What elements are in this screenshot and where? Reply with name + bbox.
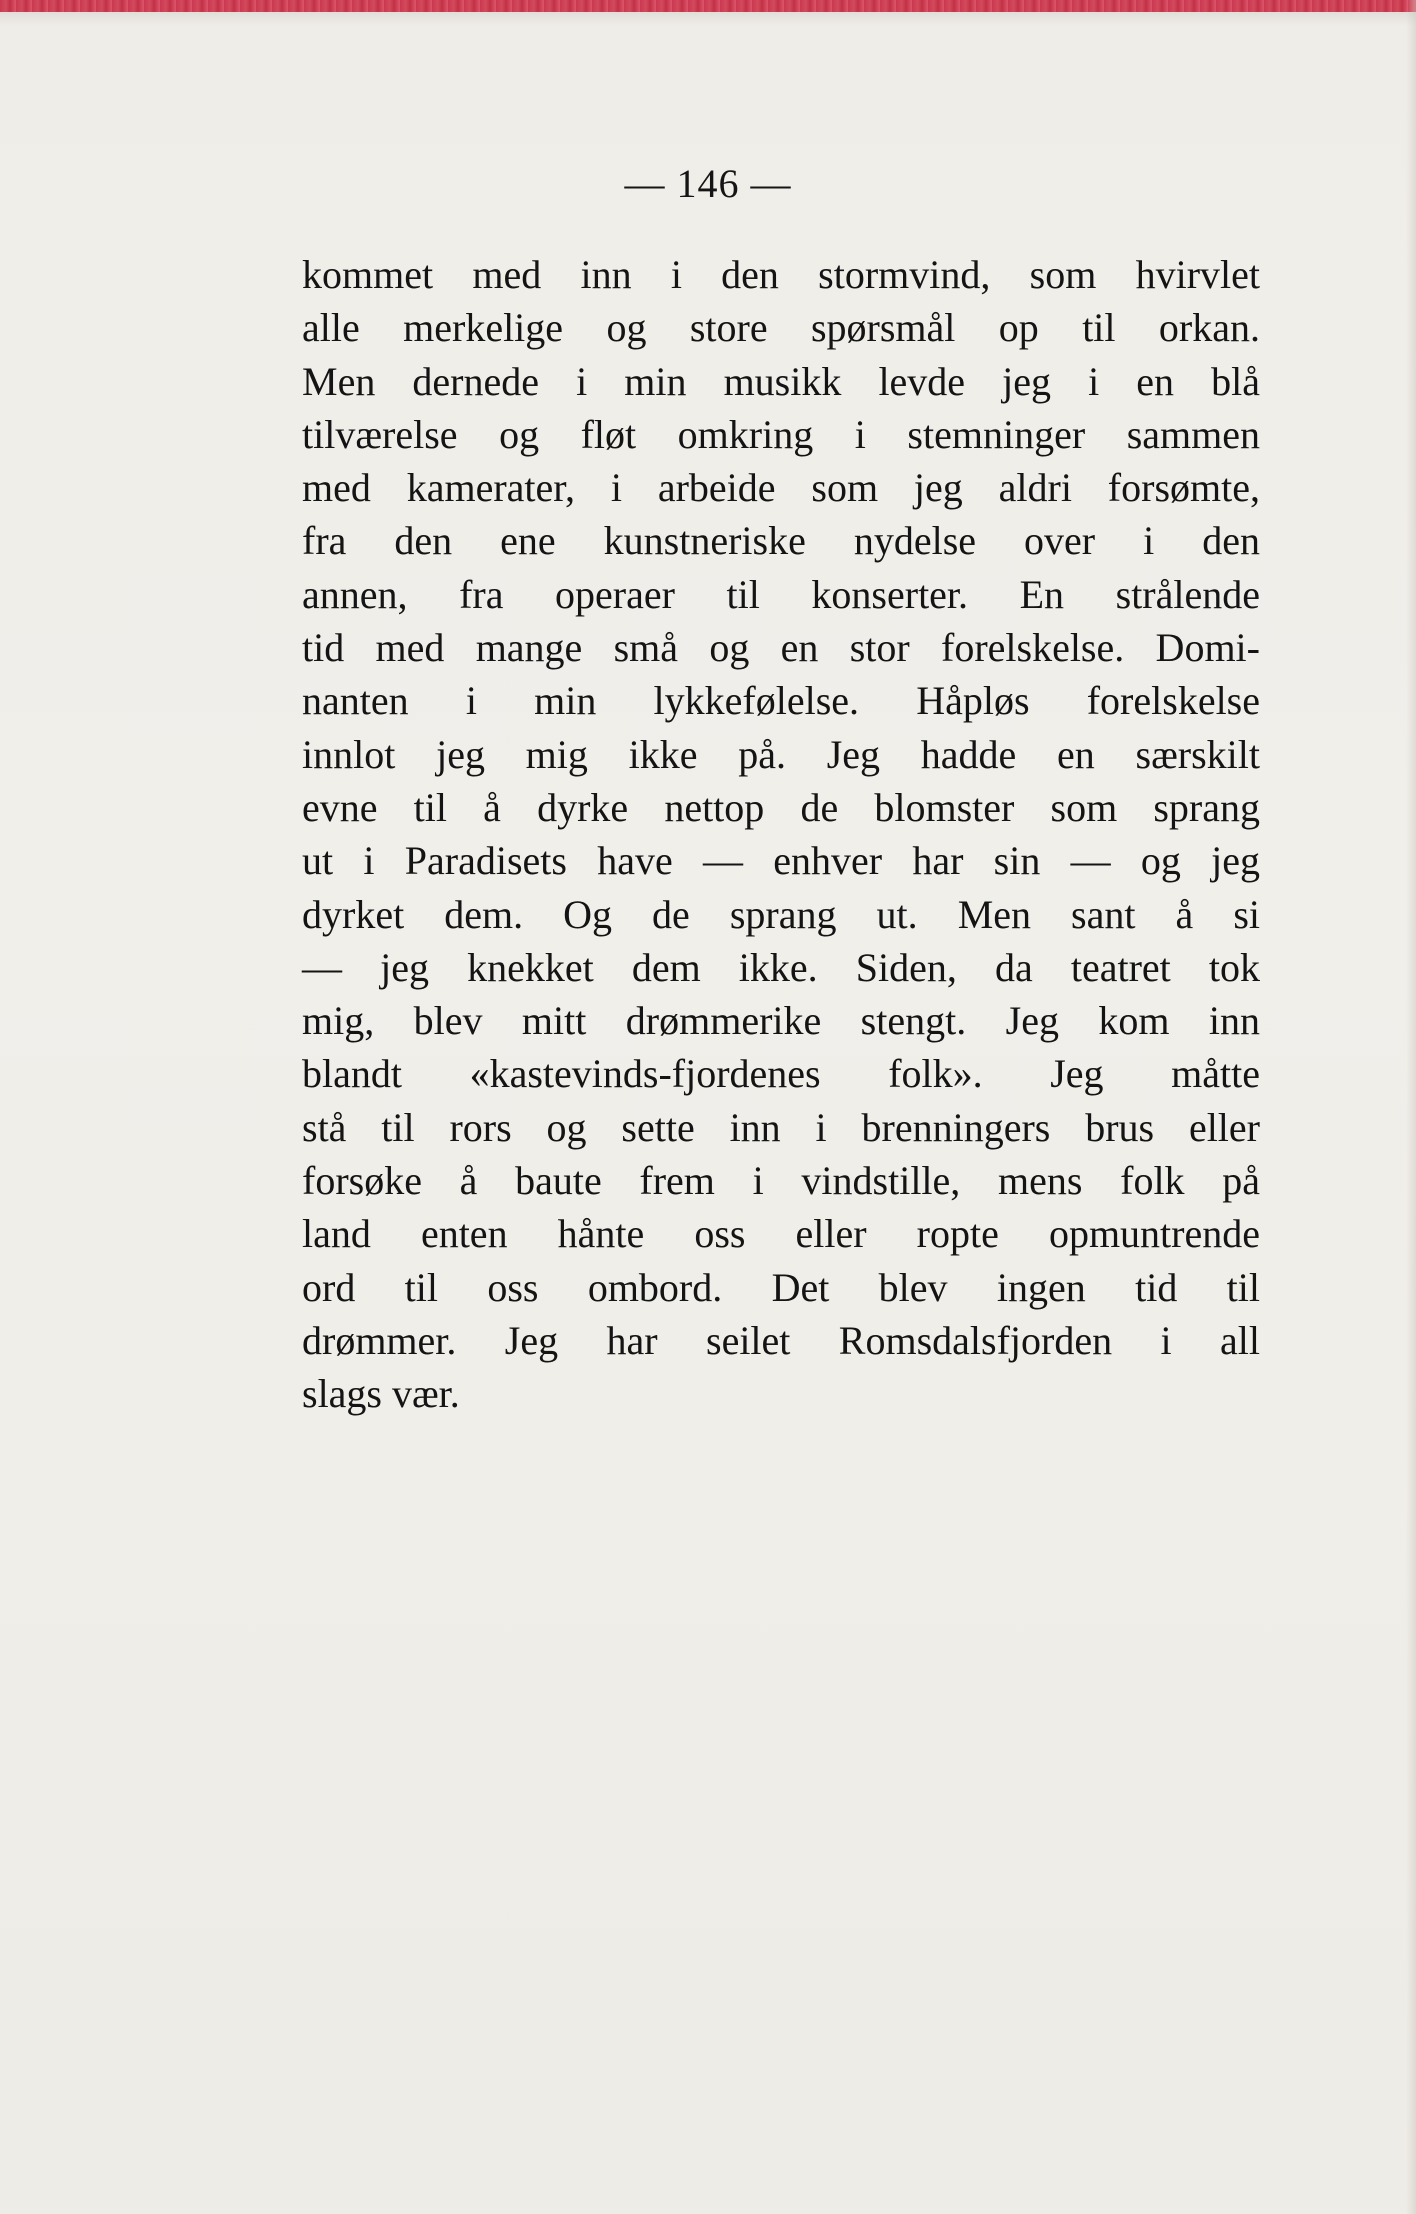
text-line: innlot jeg mig ikke på. Jeg hadde en særskilt (302, 731, 1260, 777)
text-line: fra den ene kunstneriske nydelse over i den (302, 518, 1260, 564)
text-line: mig, blev mitt drømmerike stengt. Jeg kom inn (302, 998, 1260, 1044)
body-text (302, 248, 1260, 1421)
text-line: nanten i min lykkefølelse. Håpløs forelskelse (302, 678, 1260, 724)
text-line: med kamerater, i arbeide som jeg aldri forsømte, (302, 465, 1260, 511)
text-line: slags vær. (302, 1371, 460, 1417)
text-line: forsøke å baute frem i vindstille, mens folk på (302, 1158, 1260, 1204)
page-top-edge (0, 0, 1416, 12)
text-line: blandt «kastevinds-fjordenes folk». Jeg måtte (302, 1051, 1260, 1097)
page-number: — 146 — (624, 161, 792, 206)
text-line: alle merkelige og store spørsmål op til orkan. (302, 305, 1260, 351)
text-line: tid med mange små og en stor forelskelse. Domi- (302, 625, 1260, 671)
text-line: — jeg knekket dem ikke. Siden, da teatret tok (302, 944, 1260, 990)
text-line: Men dernede i min musikk levde jeg i en blå (302, 358, 1260, 404)
text-line: stå til rors og sette inn i brenningers brus eller (302, 1104, 1260, 1150)
page-right-edge (1406, 0, 1416, 2214)
text-line: evne til å dyrke nettop de blomster som sprang (302, 784, 1260, 830)
text-line: drømmer. Jeg har seilet Romsdalsfjorden i all (302, 1317, 1260, 1363)
text-line: land enten hånte oss eller ropte opmuntrende (302, 1211, 1260, 1257)
text-line: dyrket dem. Og de sprang ut. Men sant å si (302, 891, 1260, 937)
text-line: ut i Paradisets have — enhver har sin — og jeg (302, 838, 1260, 884)
text-line: kommet med inn i den stormvind, som hvirvlet (302, 252, 1260, 297)
text-line: annen, fra operaer til konserter. En strålende (302, 571, 1260, 617)
page-top-shadow (0, 12, 1416, 26)
text-line: tilværelse og fløt omkring i stemninger sammen (302, 411, 1260, 457)
text-line: ord til oss ombord. Det blev ingen tid til (302, 1264, 1260, 1310)
